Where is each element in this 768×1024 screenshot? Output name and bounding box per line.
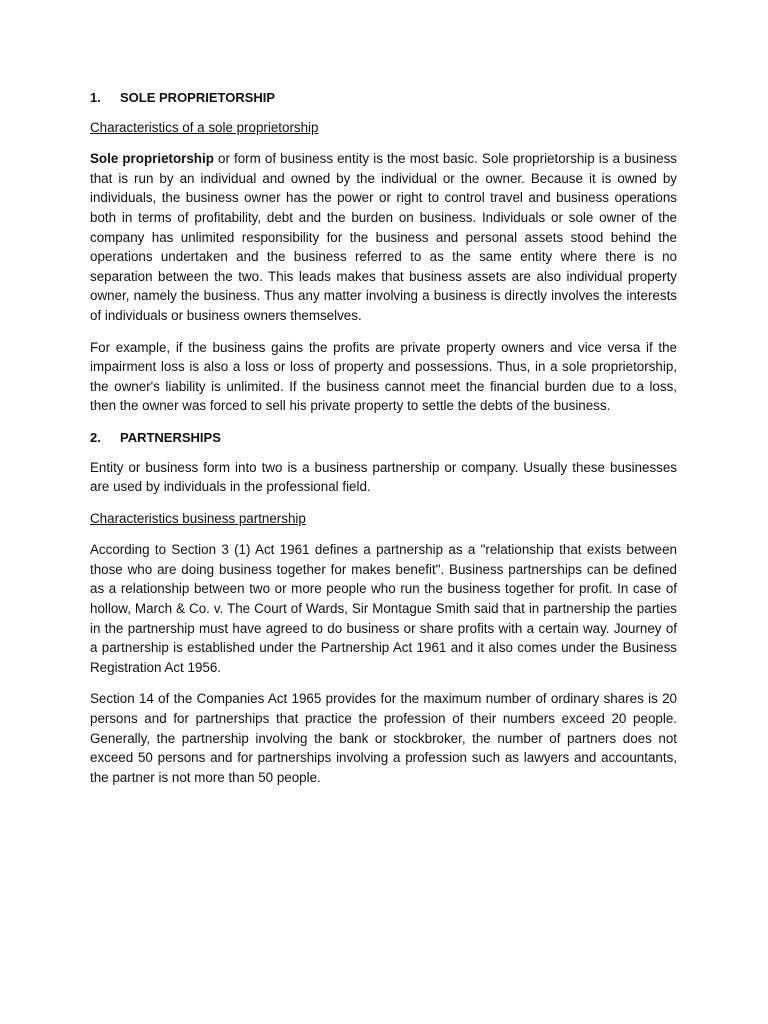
- section-1-subheading: Characteristics of a sole proprietorship: [90, 119, 319, 135]
- section-2-subheading: Characteristics business partnership: [90, 510, 306, 526]
- section-1-heading: [90, 88, 677, 108]
- section-1-title: SOLE PROPRIETORSHIP: [120, 90, 276, 105]
- section-1-paragraph-1-text: or form of business entity is the most basic. Sole proprietorship is a business that is run by an individual and owned by the individual or the owner. Because it is owned by individuals, the business owner has the power or right to control travel and business operations both in terms of profitability, debt and the burden on business. Individuals or sole owner of the company has unlimited responsibility for the business and personal assets stood behind the operations undertaken and the business referred to as the same entity where there is no separation between the two. This leads makes that business assets are also individual property owner, namely the business. Thus any matter involving a business is directly involves the interests of individuals or business owners themselves.: [90, 151, 677, 323]
- section-2-number: 2.: [90, 429, 101, 445]
- section-2-paragraph-2: According to Section 3 (1) Act 1961 defines a partnership as a "relationship that exists between those who are doing business together for makes benefit". Business partnerships can be defined as a relationship between two or more people who run the business together for profit. In case of hollow, March & Co. v. The Court of Wards, Sir Montague Smith said that in partnership the parties in the partnership must have agreed to do business or share profits with a certain way. Journey of a partnership is established under the Partnership Act 1961 and it also comes under the Business Registration Act 1956.: [90, 542, 677, 675]
- section-2-heading: [90, 428, 677, 448]
- section-2-paragraph-3: Section 14 of the Companies Act 1965 provides for the maximum number of ordinary shares is 20 persons and for partnerships that practice the profession of their numbers exceed 20 people. Generally, the partnership involving the bank or stockbroker, the number of partners does not exceed 50 persons and for partnerships involving a profession such as lawyers and accountants, the partner is not more than 50 people.: [90, 691, 677, 785]
- section-2-title: PARTNERSHIPS: [120, 429, 221, 445]
- section-1-paragraph-1-bold-term: Sole proprietorship: [90, 151, 214, 167]
- section-1-paragraph-1: [90, 149, 677, 325]
- document-page: [90, 88, 677, 787]
- section-1-paragraph-2: For example, if the business gains the profits are private property owners and vice versa if the impairment loss is also a loss or loss of property and possessions. Thus, in a sole proprietorship, the owner's liability is unlimited. If the business cannot meet the financial burden due to a loss, then the owner was forced to sell his private property to settle the debts of the business.: [90, 339, 677, 414]
- section-1-number: 1.: [90, 90, 101, 105]
- section-2-paragraph-1: Entity or business form into two is a business partnership or company. Usually these businesses are used by individuals in the professional field.: [90, 459, 677, 495]
